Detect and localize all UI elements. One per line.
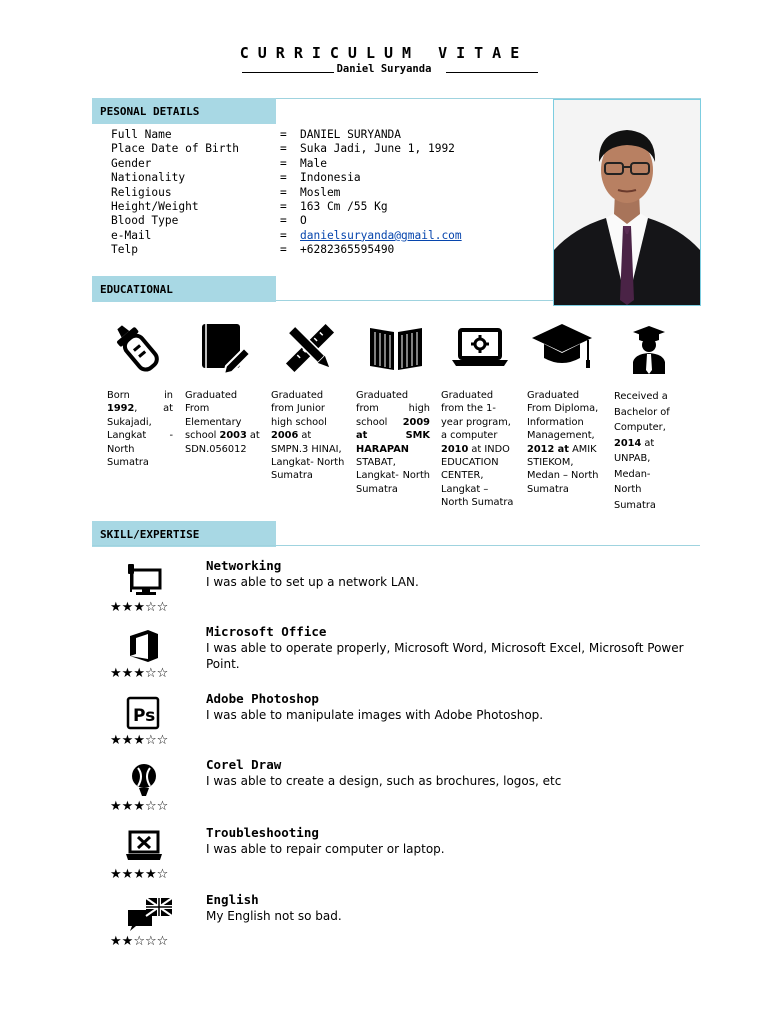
star-filled-icon: ★: [121, 867, 134, 882]
star-empty-icon: ☆: [144, 600, 157, 615]
skill-name: Troubleshooting: [206, 825, 319, 840]
star-empty-icon: ☆: [144, 799, 157, 814]
detail-value-cell: [300, 200, 388, 214]
detail-value: Suka Jadi, June 1, 1992: [300, 142, 455, 156]
education-description: Graduated from high school 2009 at SMK HARAPAN STABAT, Langkat- North Sumatra: [356, 390, 430, 495]
star-empty-icon: ☆: [156, 799, 169, 814]
skill-description: My English not so bad.: [206, 909, 342, 923]
star-empty-icon: ☆: [156, 600, 169, 615]
notebook-pencil-icon: [196, 318, 266, 378]
star-filled-icon: ★: [121, 934, 134, 949]
star-filled-icon: ★: [144, 867, 157, 882]
detail-value: Indonesia: [300, 171, 361, 185]
speech-uk-flag-icon: [124, 896, 164, 932]
skill-rating: [110, 666, 168, 681]
detail-label: Height/Weight: [111, 200, 199, 213]
star-empty-icon: ☆: [156, 867, 169, 882]
detail-value-cell: [300, 186, 340, 200]
email-link[interactable]: danielsuryanda@gmail.com: [300, 228, 462, 242]
skill-rating: [110, 600, 168, 615]
detail-separator: =: [280, 200, 287, 213]
skill-rating: [110, 733, 168, 748]
detail-value-cell: [300, 171, 361, 185]
education-year: 2010: [441, 443, 469, 455]
detail-separator: =: [280, 185, 287, 199]
star-empty-icon: ☆: [156, 733, 169, 748]
detail-separator: =: [280, 171, 287, 185]
education-description: Received a Bachelor of Computer, 2014 at UNPAB, Medan-North Sumatra: [614, 391, 670, 511]
star-filled-icon: ★: [121, 799, 134, 814]
detail-value-cell: [300, 128, 401, 142]
profile-photo: [553, 99, 701, 306]
education-year: 1992: [107, 403, 135, 415]
detail-separator: =: [280, 156, 287, 170]
section-heading-personal: PESONAL DETAILS: [92, 98, 276, 124]
skill-name: English: [206, 892, 259, 907]
detail-label: Blood Type: [111, 214, 179, 228]
office-logo-icon: [124, 628, 164, 664]
skill-name: Corel Draw: [206, 757, 282, 772]
detail-value-cell: [300, 243, 394, 257]
baby-bottle-icon: [107, 318, 177, 378]
star-empty-icon: ☆: [156, 666, 169, 681]
pencil-ruler-icon: [280, 318, 350, 378]
detail-value-cell: [300, 214, 307, 228]
skill-name: Adobe Photoshop: [206, 691, 319, 706]
detail-label: Telp: [111, 243, 138, 257]
education-year: 2014: [614, 437, 642, 449]
education-year: 2012 at: [527, 443, 569, 455]
star-filled-icon: ★: [110, 799, 122, 814]
skill-description: I was able to set up a network LAN.: [206, 575, 419, 589]
graduation-cap-icon: [530, 318, 600, 378]
laptop-gear-icon: [450, 318, 520, 378]
detail-value: O: [300, 214, 307, 228]
section-divider: [276, 300, 553, 301]
detail-value: 163 Cm /55 Kg: [300, 200, 388, 213]
education-description: Born in 1992, at Sukajadi, Langkat - North Sumatra: [107, 390, 173, 469]
detail-separator: =: [280, 128, 287, 141]
education-description: Graduated from Junior high school 2006 at SMPN.3 HINAI, Langkat- North Sumatra: [271, 390, 345, 482]
open-book-icon: [366, 318, 436, 378]
skill-description: I was able to manipulate images with Adobe Photoshop.: [206, 708, 544, 722]
detail-label: Place Date of Birth: [111, 142, 239, 156]
detail-label: Gender: [111, 156, 152, 170]
detail-separator: =: [280, 243, 287, 257]
detail-value: Male: [300, 156, 327, 170]
star-filled-icon: ★: [133, 600, 145, 615]
svg-text:Ps: Ps: [133, 706, 156, 726]
star-filled-icon: ★: [110, 733, 122, 748]
detail-value: +6282365595490: [300, 243, 395, 257]
education-year: 2003: [219, 430, 247, 442]
detail-value-cell: [300, 142, 455, 156]
detail-value: Moslem: [300, 185, 341, 199]
document-title: CURRICULUM VITAE: [239, 44, 529, 62]
detail-label: Nationality: [111, 171, 186, 185]
star-empty-icon: ☆: [144, 733, 157, 748]
graduate-person-icon: [619, 318, 689, 378]
star-filled-icon: ★: [110, 600, 122, 615]
star-filled-icon: ★: [110, 934, 122, 949]
star-filled-icon: ★: [121, 666, 134, 681]
star-filled-icon: ★: [133, 666, 145, 681]
star-filled-icon: ★: [121, 600, 134, 615]
detail-value-cell: [300, 157, 327, 171]
detail-separator: =: [280, 214, 287, 228]
star-empty-icon: ☆: [156, 934, 169, 949]
education-description: Graduated From Diploma, Information Management, 2012 at AMIK STIEKOM, Medan – North Sumatra: [527, 390, 599, 495]
detail-value: DANIEL SURYANDA: [300, 128, 402, 141]
document-subtitle: Daniel Suryanda: [336, 63, 432, 75]
skill-description: I was able to repair computer or laptop.: [206, 842, 445, 856]
education-description: Graduated From Elementary school 2003 at SDN.056012: [185, 390, 260, 455]
skill-rating: [110, 867, 168, 882]
skill-rating: [110, 934, 168, 949]
detail-label: e-Mail: [111, 228, 152, 242]
star-filled-icon: ★: [110, 867, 122, 882]
section-divider: [92, 545, 700, 546]
star-filled-icon: ★: [121, 733, 134, 748]
skill-name: Microsoft Office: [206, 624, 327, 639]
star-filled-icon: ★: [133, 799, 145, 814]
skill-name: Networking: [206, 558, 282, 573]
skill-rating: [110, 799, 168, 814]
education-description: Graduated from the 1-year program, a computer 2010 at INDO EDUCATION CENTER, Langkat – North Sumatra: [441, 390, 514, 509]
laptop-tools-icon: [124, 828, 164, 864]
skill-description: I was able to operate properly, Microsoft Word, Microsoft Excel, Microsoft Power Point.: [206, 641, 684, 671]
detail-separator: =: [280, 228, 287, 242]
detail-label: Full Name: [111, 128, 172, 141]
photoshop-logo-icon: [124, 696, 164, 732]
skill-description: I was able to create a design, such as brochures, logos, etc: [206, 774, 562, 788]
star-empty-icon: ☆: [133, 934, 145, 949]
star-filled-icon: ★: [110, 666, 122, 681]
education-year: 2006: [271, 430, 299, 442]
detail-separator: =: [280, 142, 287, 156]
star-empty-icon: ☆: [144, 666, 157, 681]
detail-value-cell: [300, 229, 462, 243]
star-filled-icon: ★: [133, 733, 145, 748]
coreldraw-balloon-icon: [124, 762, 164, 798]
detail-label: Religious: [111, 185, 172, 199]
section-heading-skills: SKILL/EXPERTISE: [92, 521, 276, 547]
education-year: 2009 at SMK HARAPAN: [356, 416, 430, 455]
network-computer-icon: [124, 562, 164, 598]
star-empty-icon: ☆: [144, 934, 157, 949]
star-filled-icon: ★: [133, 867, 145, 882]
section-heading-education: EDUCATIONAL: [92, 276, 276, 302]
